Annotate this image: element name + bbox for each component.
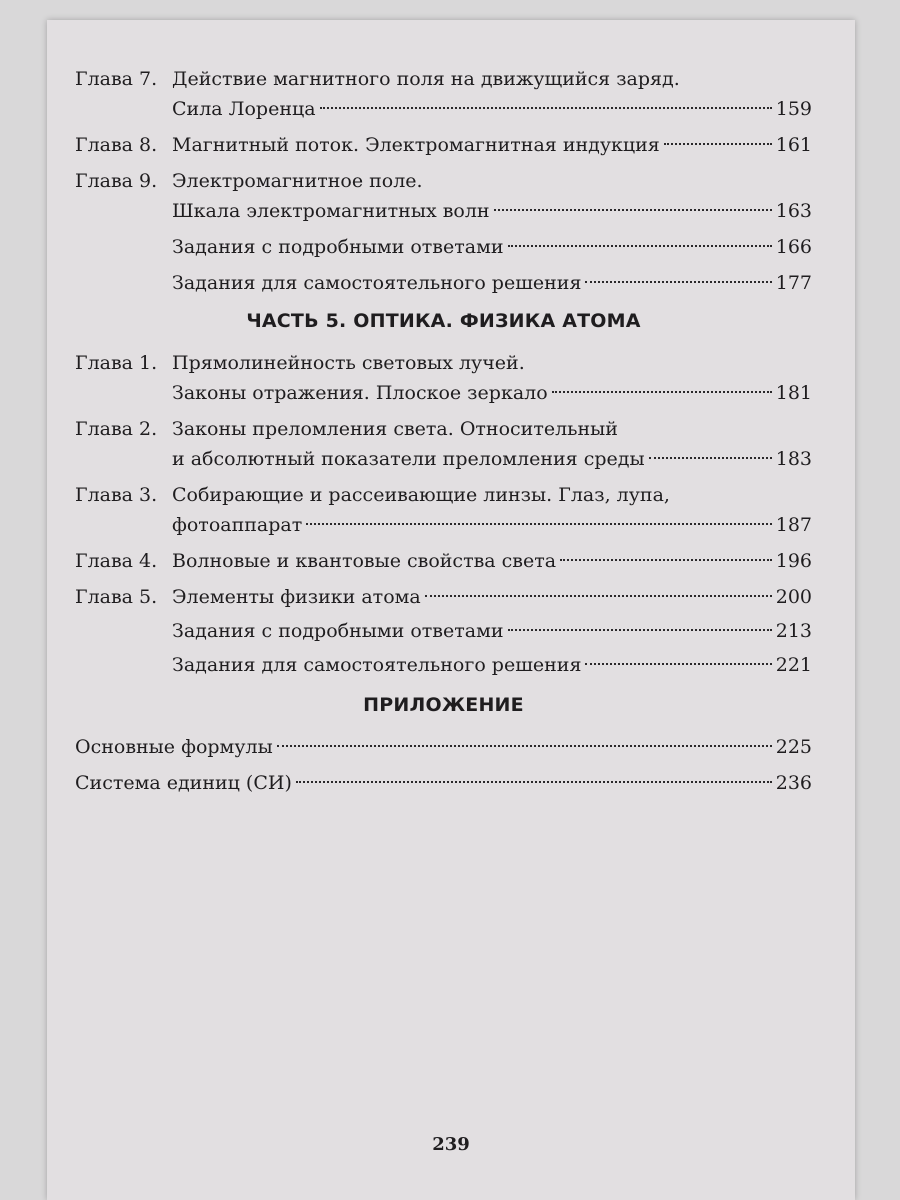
appendix-title: Система единиц (СИ) <box>75 772 292 794</box>
page-reference: 177 <box>775 272 812 294</box>
dot-leader <box>649 457 772 459</box>
page-reference: 236 <box>775 772 812 794</box>
dot-leader <box>508 629 772 631</box>
dot-leader <box>425 595 772 597</box>
chapter-title: Магнитный поток. Электромагнитная индукция <box>172 134 660 156</box>
chapter-title: фотоаппарат <box>172 514 303 536</box>
page-reference: 200 <box>775 586 812 608</box>
chapter-title: Шкала электромагнитных волн <box>172 200 490 222</box>
page-reference: 183 <box>775 448 812 470</box>
dot-leader <box>560 559 772 561</box>
chapter-title: и абсолютный показатели преломления среды <box>172 448 645 470</box>
page-reference: 181 <box>775 382 812 404</box>
part-heading: ЧАСТЬ 5. ОПТИКА. ФИЗИКА АТОМА <box>246 310 641 332</box>
chapter-label: Глава 9. <box>75 170 158 192</box>
dot-leader <box>320 107 772 109</box>
tasks-title: Задания для самостоятельного решения <box>172 272 582 294</box>
page-reference: 225 <box>775 736 812 758</box>
page-reference: 166 <box>775 236 812 258</box>
chapter-label: Глава 3. <box>75 484 158 506</box>
chapter-title-line: Законы преломления света. Относительный <box>172 418 618 440</box>
chapter-title-line: Действие магнитного поля на движущийся заряд. <box>172 68 680 90</box>
toc-entry <box>75 582 812 612</box>
chapter-title: Элементы физики атома <box>172 586 421 608</box>
page-reference: 163 <box>775 200 812 222</box>
tasks-title: Задания с подробными ответами <box>172 620 504 642</box>
chapter-label: Глава 2. <box>75 418 158 440</box>
chapter-title: Законы отражения. Плоское зеркало <box>172 382 548 404</box>
chapter-label: Глава 7. <box>75 68 158 90</box>
toc-entry <box>75 768 812 798</box>
toc-entry <box>75 480 812 540</box>
table-of-contents <box>75 64 812 798</box>
dot-leader <box>306 523 771 525</box>
book-page <box>47 20 855 1200</box>
dot-leader <box>585 281 771 283</box>
toc-entry <box>75 268 812 298</box>
chapter-title: Сила Лоренца <box>172 98 316 120</box>
page-reference: 196 <box>775 550 812 572</box>
tasks-title: Задания с подробными ответами <box>172 236 504 258</box>
page-reference: 221 <box>775 654 812 676</box>
page-reference: 213 <box>775 620 812 642</box>
page-reference: 159 <box>775 98 812 120</box>
page-reference: 161 <box>775 134 812 156</box>
toc-entry <box>75 616 812 646</box>
chapter-label: Глава 5. <box>75 586 158 608</box>
toc-entry <box>75 64 812 124</box>
page-reference: 187 <box>775 514 812 536</box>
dot-leader <box>664 143 772 145</box>
toc-entry <box>75 130 812 160</box>
chapter-title: Волновые и квантовые свойства света <box>172 550 557 572</box>
toc-entry <box>75 232 812 262</box>
tasks-title: Задания для самостоятельного решения <box>172 654 582 676</box>
page-number: 239 <box>432 1134 470 1155</box>
dot-leader <box>508 245 772 247</box>
chapter-label: Глава 4. <box>75 550 158 572</box>
toc-entry <box>75 166 812 226</box>
chapter-label: Глава 1. <box>75 352 158 374</box>
dot-leader <box>552 391 772 393</box>
dot-leader <box>296 781 772 783</box>
dot-leader <box>277 745 772 747</box>
toc-entry <box>75 348 812 408</box>
appendix-heading: ПРИЛОЖЕНИЕ <box>363 694 524 716</box>
toc-entry <box>75 650 812 680</box>
toc-entry <box>75 414 812 474</box>
toc-entry <box>75 732 812 762</box>
chapter-title-line: Прямолинейность световых лучей. <box>172 352 525 374</box>
dot-leader <box>585 663 771 665</box>
dot-leader <box>494 209 772 211</box>
toc-entry <box>75 546 812 576</box>
chapter-title-line: Электромагнитное поле. <box>172 170 423 192</box>
chapter-label: Глава 8. <box>75 134 158 156</box>
appendix-title: Основные формулы <box>75 736 273 758</box>
chapter-title-line: Собирающие и рассеивающие линзы. Глаз, лупа, <box>172 484 670 506</box>
